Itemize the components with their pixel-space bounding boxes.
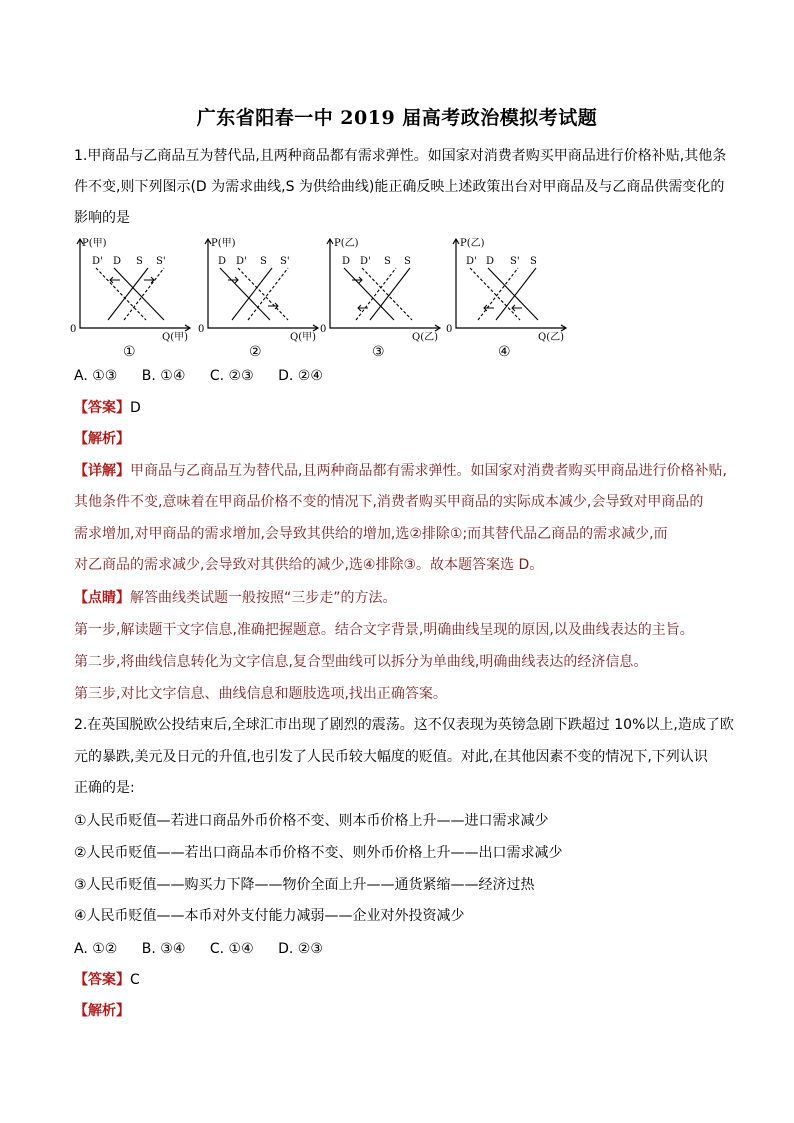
fig1-label-1: D' xyxy=(92,256,103,267)
q1-option-c: C. ②③ xyxy=(209,368,254,384)
q1-option-d: D. ②④ xyxy=(278,368,323,384)
page-title: 广东省阳春一中 2019 届高考政治模拟考试题 xyxy=(196,107,598,129)
q1-step-1: 第一步,解读题干文字信息,准确把握题意。结合文字背景,明确曲线呈现的原因,以及曲线表达的主旨。 xyxy=(74,622,694,638)
fig4-arrow-supply xyxy=(512,305,522,311)
fig4-number: ④ xyxy=(498,344,511,360)
q1-detail-tag: 【详解】 xyxy=(74,463,130,479)
q2-option-b: B. ③④ xyxy=(141,941,186,957)
figure-1 xyxy=(70,237,190,360)
fig4-axis-arrows xyxy=(453,239,566,331)
fig2-p-label: P(甲) xyxy=(211,238,236,249)
fig2-origin: 0 xyxy=(198,324,205,335)
q1-detail-line-2: 其他条件不变,意味着在甲商品价格不变的情况下,消费者购买甲商品的实际成本减少,会导致对甲商品的 xyxy=(74,494,704,510)
fig1-arrow-demand xyxy=(110,277,120,283)
figure-2 xyxy=(198,237,318,360)
fig4-q-label: Q(乙) xyxy=(538,332,565,343)
fig1-axis-arrows xyxy=(77,239,190,331)
fig3-p-label: P(乙) xyxy=(334,238,359,249)
fig1-p-label: P(甲) xyxy=(82,238,107,249)
fig1-supply xyxy=(108,268,148,320)
supply-demand-diagrams xyxy=(68,236,588,362)
q2-answer xyxy=(74,970,734,990)
fig2-supply-shifted xyxy=(248,268,288,320)
q1-text-line-3: 影响的是 xyxy=(74,210,130,226)
fig4-origin: 0 xyxy=(446,324,453,335)
q1-answer-value: D xyxy=(130,400,141,416)
q2-text-line-1: 2.在英国脱欧公投结束后,全球汇市出现了剧烈的震荡。这不仅表现为英镑急剧下跌超过 10%以上,造成了欧 xyxy=(74,717,734,733)
q2-text-line-3: 正确的是: xyxy=(74,780,135,796)
q2-analysis-tag: 【解析】 xyxy=(74,1003,130,1019)
q2-option-c: C. ①④ xyxy=(209,941,254,957)
q1-option-a: A. ①③ xyxy=(74,368,118,384)
fig2-label-4: S' xyxy=(280,256,290,267)
fig3-axes xyxy=(330,240,440,328)
fig3-label-4: S xyxy=(404,256,411,267)
q2-answer-tag: 【答案】 xyxy=(74,972,130,988)
q1-detail-text-1: 甲商品与乙商品互为替代品,且两种商品都有需求弹性。如国家对消费者购买甲商品进行价格补贴, xyxy=(130,463,727,479)
q1-detail-line-1 xyxy=(74,461,734,481)
q1-text-line-1: 1.甲商品与乙商品互为替代品,且两种商品都有需求弹性。如国家对消费者购买甲商品进行价格补贴,其他条 xyxy=(74,148,727,164)
fig4-axes xyxy=(456,240,566,328)
q2-item-2: ②人民币贬值——若出口商品本币价格不变、则外币价格上升——出口需求减少 xyxy=(74,845,563,861)
fig2-supply xyxy=(232,268,272,320)
fig1-q-label: Q(甲) xyxy=(162,332,189,343)
q2-option-a: A. ①② xyxy=(74,941,118,957)
fig2-axis-arrows xyxy=(205,239,318,331)
fig2-number: ② xyxy=(249,344,262,360)
q1-detail-line-4: 对乙商品的需求减少,会导致对其供给的减少,选④排除③。故本题答案选 D。 xyxy=(74,557,544,573)
q1-answer-tag: 【答案】 xyxy=(74,400,130,416)
fig3-axis-arrows xyxy=(327,239,440,331)
q2-options xyxy=(74,939,343,959)
q2-item-3: ③人民币贬值——购买力下降——物价全面上升——通货紧缩——经济过热 xyxy=(74,877,535,893)
fig3-q-label: Q(乙) xyxy=(412,332,439,343)
q2-answer-value: C xyxy=(130,972,140,988)
fig2-label-1: D xyxy=(218,256,227,267)
fig4-label-1: D' xyxy=(466,256,477,267)
fig1-number: ① xyxy=(123,344,136,360)
figure-4 xyxy=(446,237,566,360)
fig1-label-3: S xyxy=(136,256,143,267)
q1-options xyxy=(74,366,343,386)
fig1-arrow-supply xyxy=(144,277,154,283)
fig3-origin: 0 xyxy=(320,324,327,335)
fig1-label-4: S' xyxy=(156,256,166,267)
q1-tip xyxy=(74,588,734,608)
fig4-label-3: S' xyxy=(510,256,520,267)
fig3-number: ③ xyxy=(372,344,385,360)
fig2-q-label: Q(甲) xyxy=(290,332,317,343)
q1-analysis-tag: 【解析】 xyxy=(74,431,130,447)
fig3-label-3: S xyxy=(384,256,391,267)
fig2-label-2: D' xyxy=(236,256,247,267)
fig1-supply-shifted xyxy=(124,268,164,320)
fig4-label-4: S xyxy=(530,256,537,267)
fig1-label-2: D xyxy=(113,256,122,267)
q1-step-3: 第三步,对比文字信息、曲线信息和题肢选项,找出正确答案。 xyxy=(74,686,447,702)
q2-option-d: D. ②③ xyxy=(278,941,323,957)
q2-text-line-2: 元的暴跌,美元及日元的升值,也引发了人民币较大幅度的贬值。对此,在其他因素不变的情况下,下列认识 xyxy=(74,749,708,765)
q1-figures xyxy=(68,236,588,362)
fig3-label-2: D' xyxy=(360,256,371,267)
q1-detail-line-3: 需求增加,对甲商品的需求增加,会导致其供给的增加,选②排除①;而其替代品乙商品的需求减少,而 xyxy=(74,526,668,542)
fig3-label-1: D xyxy=(342,256,351,267)
fig4-label-2: D xyxy=(486,256,495,267)
fig2-label-3: S xyxy=(260,256,267,267)
figure-3 xyxy=(320,237,440,360)
fig2-axes xyxy=(208,240,318,328)
q1-tip-text: 解答曲线类试题一般按照“三步走”的方法。 xyxy=(130,590,397,606)
fig1-origin: 0 xyxy=(70,324,77,335)
fig4-p-label: P(乙) xyxy=(460,238,485,249)
q2-item-1: ①人民币贬值—若进口商品外币价格不变、则本币价格上升——进口需求减少 xyxy=(74,813,549,829)
q1-text-line-2: 件不变,则下列图示(D 为需求曲线,S 为供给曲线)能正确反映上述政策出台对甲商品及与乙商品供需变化的 xyxy=(74,179,725,195)
q2-item-4: ④人民币贬值——本币对外支付能力减弱——企业对外投资减少 xyxy=(74,908,465,924)
q1-answer xyxy=(74,398,734,418)
q1-tip-tag: 【点睛】 xyxy=(74,590,130,606)
q1-option-b: B. ①④ xyxy=(141,368,186,384)
q1-step-2: 第二步,将曲线信息转化为文字信息,复合型曲线可以拆分为单曲线,明确曲线表达的经济信息。 xyxy=(74,654,648,670)
